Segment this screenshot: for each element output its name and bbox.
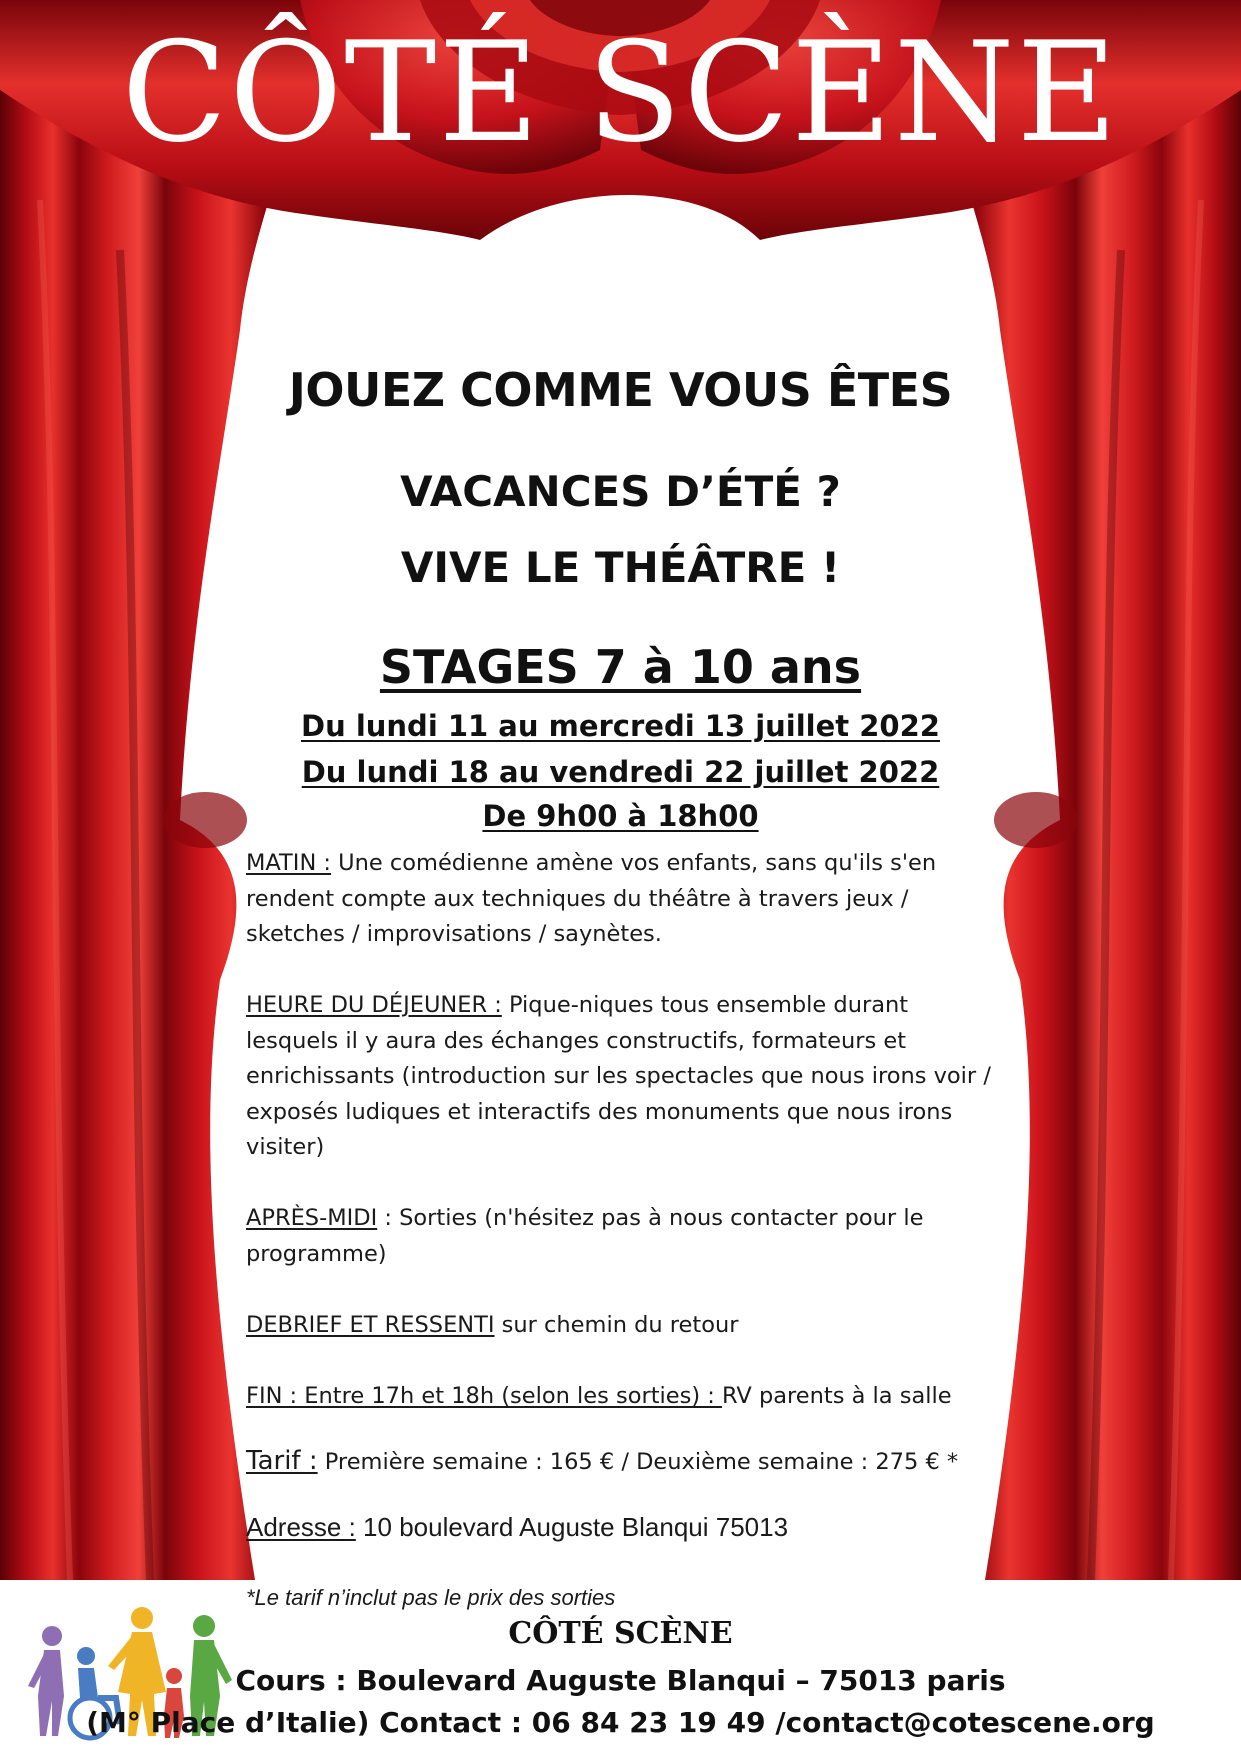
page-title: CÔTÉ SCÈNE [121,12,1120,173]
matin-text: Une comédienne amène vos enfants, sans qu'ils s'en rendent compte aux techniques du théâtre à travers jeux / sketches / improvisations / saynètes. [246,850,937,947]
adresse-label: Adresse : [246,1512,356,1542]
dejeuner-text: Pique-niques tous ensemble durant lesquels il y aura des échanges constructifs, formateurs et enrichissants (introduction sur les spectacles que nous irons voir / exposés ludiques et interactifs des monuments que nous irons visiter) [246,992,991,1160]
vacances-heading: VACANCES D’ÉTÉ ? [400,467,841,516]
footer-brand-name: CÔTÉ SCÈNE [508,1616,733,1651]
debrief-text: sur chemin du retour [494,1312,739,1338]
tarif-text: Première semaine : 165 € / Deuxième semaine : 275 € * [317,1449,959,1475]
apres-midi-paragraph [246,1201,1006,1272]
dejeuner-label: HEURE DU DÉJEUNER : [246,992,502,1018]
fin-label: FIN : Entre 17h et 18h (selon les sorties) : [246,1383,723,1409]
stages-heading: STAGES 7 à 10 ans [379,640,862,694]
fin-text: RV parents à la salle [722,1383,952,1409]
footer-address: Cours : Boulevard Auguste Blanqui – 75013 paris [235,1664,1006,1697]
session-date-1: Du lundi 11 au mercredi 13 juillet 2022 [301,709,940,743]
tarif-paragraph [246,1444,1006,1481]
matin-paragraph [246,846,1006,953]
fin-paragraph [246,1379,1006,1415]
dejeuner-paragraph [246,988,1006,1166]
matin-label: MATIN : [246,850,332,876]
vive-theatre-heading: VIVE LE THÉÂTRE ! [400,543,841,592]
footer-contact: (M° Place d’Italie) Contact : 06 84 23 19 49 /contact@cotescene.org [86,1706,1155,1739]
session-hours: De 9h00 à 18h00 [482,799,759,833]
slogan-heading: JOUEZ COMME VOUS ÊTES [288,363,953,417]
debrief-label: DEBRIEF ET RESSENTI [246,1312,495,1338]
tarif-footnote: *Le tarif n’inclut pas le prix des sorties [246,1585,616,1610]
tarif-label: Tarif : [246,1446,318,1476]
adresse-paragraph [246,1510,1006,1546]
apres-midi-text: : Sorties (n'hésitez pas à nous contacter pour le programme) [246,1205,924,1267]
session-date-2: Du lundi 18 au vendredi 22 juillet 2022 [301,755,940,789]
debrief-paragraph [246,1308,1006,1344]
apres-midi-label: APRÈS-MIDI [246,1205,378,1231]
adresse-text: 10 boulevard Auguste Blanqui 75013 [355,1512,789,1542]
